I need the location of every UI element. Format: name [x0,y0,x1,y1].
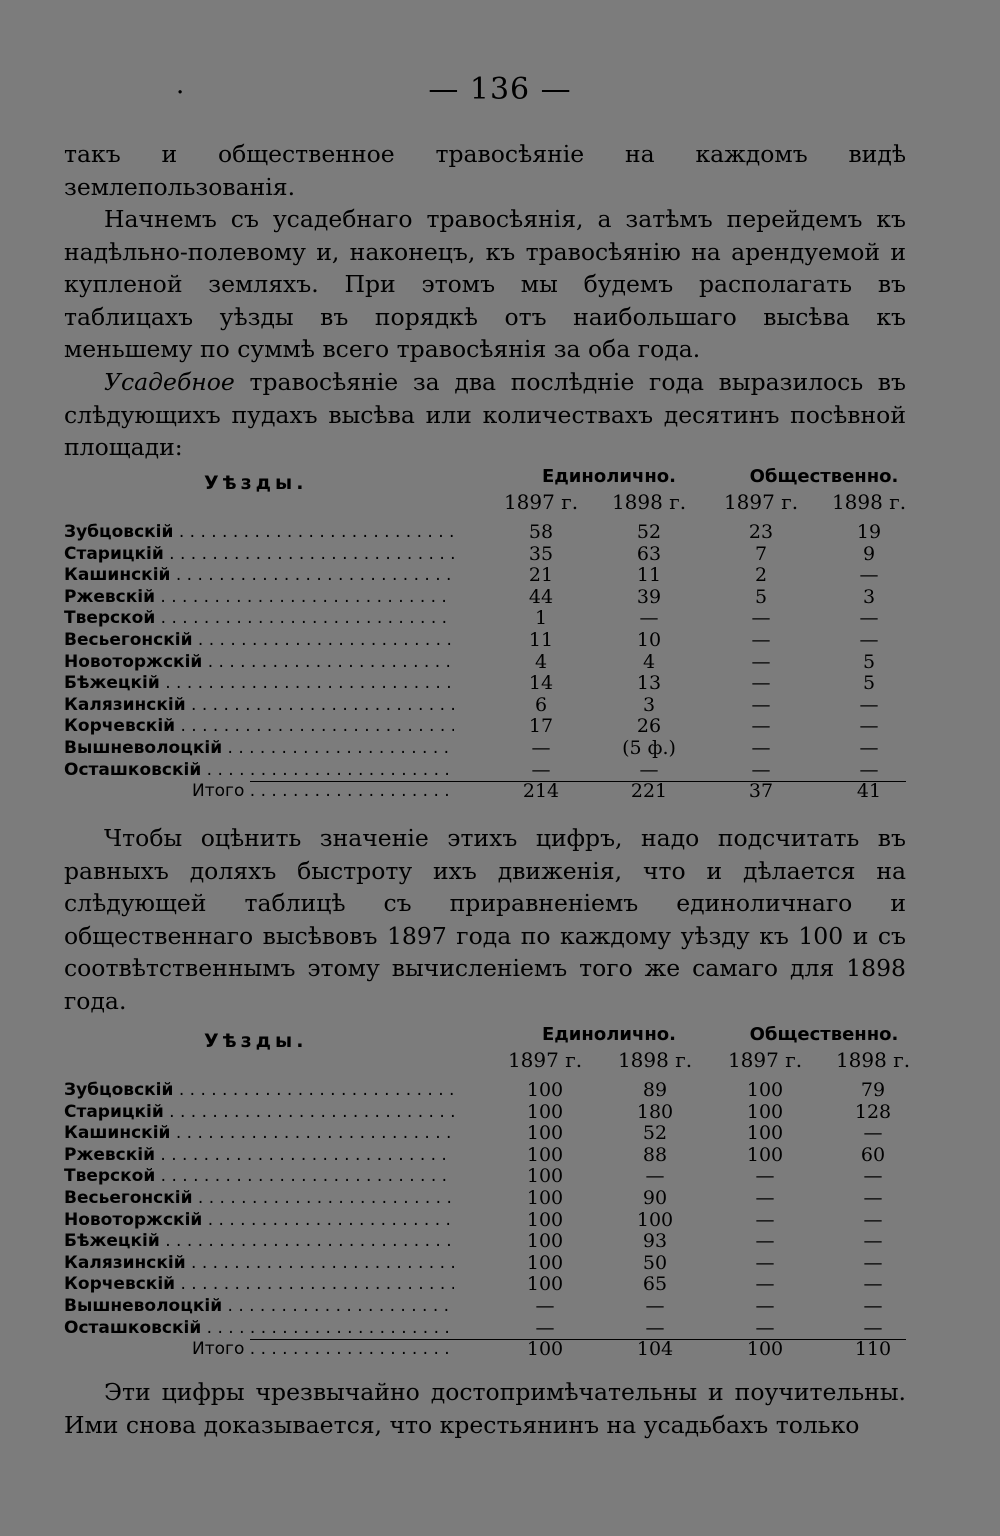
cell-value: 4 [642,650,656,673]
total-value: 104 [636,1338,674,1361]
cell-value: 100 [746,1100,784,1123]
cell-value: 3 [862,585,876,608]
uezd-name: Новоторжскій . . . [64,652,454,674]
table-row [64,1253,906,1275]
table-row [64,1166,906,1188]
table-row [64,1080,906,1102]
cell-value: 11 [636,564,662,587]
uezd-name: Тверской . . . [64,608,454,630]
uezd-name: Зубцовскій . . . [64,522,454,544]
table-row [64,1123,906,1145]
uezd-name: Старицкій . . . [64,544,454,566]
cell-value: — [531,736,551,759]
cell-value: — [755,1230,775,1253]
cell-value: — [751,672,771,695]
uezd-name: Бѣжецкій . . . [64,1231,454,1253]
uezd-name: Тверской . . . [64,1166,454,1188]
uezd-name: Бѣжецкій . . . [64,673,454,695]
cell-value: — [859,715,879,738]
cell-value: — [751,628,771,651]
uezd-name: Весьегонскій . . . [64,1188,454,1210]
cell-value: — [755,1251,775,1274]
cell-value: — [863,1316,883,1339]
uezd-name: Ржевскій . . . [64,1145,454,1167]
cell-value: 2 [754,564,768,587]
uezd-name: Старицкій . . . [64,1102,454,1124]
paragraph-3 [64,366,906,464]
cell-value: — [639,758,659,781]
cell-value: 13 [636,672,662,695]
table-2-header-uezdy: Уѣзды. [204,1030,308,1052]
cell-value: 11 [528,628,554,651]
cell-value: 100 [526,1165,564,1188]
cell-value: — [863,1186,883,1209]
table-1-header [64,466,906,522]
cell-value: 93 [642,1230,668,1253]
table-row [64,565,906,587]
cell-value: 100 [526,1079,564,1101]
table-2-header-individual: Единолично. [541,1024,677,1045]
cell-value: — [645,1316,665,1339]
table-row [64,522,906,544]
cell-value: — [751,607,771,630]
cell-value: — [645,1165,665,1188]
table-row [64,1102,906,1124]
uezd-name: Вышневолоцкій . . . [64,1296,454,1318]
paragraph-5-text: Эти цифры чрезвычайно достопримѣчательны и поучительны. Ими снова доказывается, что крестьянинъ на усадьбахъ только [64,1378,906,1439]
uezd-name: Кашинскій . . . [64,1123,454,1145]
table-row [64,1318,906,1340]
table-row [64,544,906,566]
uezd-name: Калязинскій . . . [64,1253,454,1275]
table-2-header-communal: Общественно. [749,1024,899,1045]
cell-value: 21 [528,564,554,587]
paragraph-1-text: такъ и общественное травосѣяніе на каждомъ видѣ землепользованія. [64,140,906,201]
cell-value: 5 [862,650,876,673]
cell-value: — [859,736,879,759]
table-row [64,587,906,609]
cell-value: 6 [534,693,548,716]
uezd-name: Корчевскій . . . [64,716,454,738]
cell-value: — [535,1316,555,1339]
cell-value: — [863,1273,883,1296]
table-row [64,1274,906,1296]
total-value: 214 [522,780,560,803]
cell-value: 19 [856,521,882,543]
total-value: 41 [856,780,882,803]
cell-value: — [859,693,879,716]
cell-value: — [751,758,771,781]
total-label: Итого . . . [192,1339,454,1361]
table-row [64,716,906,738]
paragraph-3-text [64,366,906,464]
cell-value: 5 [754,585,768,608]
cell-value: — [863,1122,883,1145]
cell-value: 100 [526,1100,564,1123]
cell-value: 79 [860,1079,886,1101]
cell-value: (5 ф.) [622,736,676,759]
cell-value: — [859,628,879,651]
cell-value: 26 [636,715,662,738]
total-label: Итого . . . [192,781,454,803]
cell-value: — [755,1165,775,1188]
cell-value: — [755,1316,775,1339]
cell-value: 44 [528,585,554,608]
cell-value: 100 [526,1251,564,1274]
table-row [64,695,906,717]
page-number: — 136 — [428,72,572,107]
cell-value: 14 [528,672,554,695]
cell-value: 1 [534,607,548,630]
cell-value: — [751,693,771,716]
table-1-header-communal: Общественно. [749,466,899,487]
total-value: 37 [748,780,774,803]
table-1-body [64,522,906,803]
cell-value: 100 [746,1079,784,1101]
cell-value: — [639,607,659,630]
uezd-name: Весьегонскій . . . [64,630,454,652]
cell-value: — [755,1273,775,1296]
paragraph-1 [64,138,906,203]
cell-value: 100 [526,1143,564,1166]
table-1-header-individual: Единолично. [541,466,677,487]
paragraph-4 [64,822,906,1018]
cell-value: — [751,715,771,738]
table-1 [64,466,906,803]
uezd-name: Корчевскій . . . [64,1274,454,1296]
table-total-row [64,781,906,803]
cell-value: — [863,1230,883,1253]
table-row [64,1231,906,1253]
cell-value: 65 [642,1273,668,1296]
cell-value: 100 [526,1273,564,1296]
table-row [64,1296,906,1318]
uezd-name: Осташковскій . . . [64,1318,454,1340]
cell-value: 60 [860,1143,886,1166]
total-value: 221 [630,780,668,803]
cell-value: 5 [862,672,876,695]
uezd-name: Вышневолоцкій . . . [64,738,454,760]
cell-value: — [755,1208,775,1231]
cell-value: 100 [636,1208,674,1231]
cell-value: 52 [642,1122,668,1145]
table-row [64,1210,906,1232]
paragraph-4-text: Чтобы оцѣнить значеніе этихъ цифръ, надо подсчитать въ равныхъ доляхъ быстроту ихъ движенія, что и дѣлается на слѣдующей таблицѣ съ приравненіемъ единоличнаго и общественнаго высѣвовъ 1897 года по каждому уѣзду къ 100 и съ соотвѣтственнымъ этому вычисленіемъ того же самаго для 1898 года. [64,824,906,1015]
table-2-header-com-1898: 1898 г. [835,1048,911,1072]
cell-value: — [751,650,771,673]
uezd-name: Калязинскій . . . [64,695,454,717]
table-row [64,652,906,674]
total-value: 100 [746,1338,784,1361]
cell-value: 100 [746,1122,784,1145]
table-row [64,673,906,695]
table-2-header-ind-1898: 1898 г. [617,1048,693,1072]
cell-value: 17 [528,715,554,738]
cell-value: — [863,1208,883,1231]
cell-value: — [751,736,771,759]
cell-value: 7 [754,542,768,565]
cell-value: — [863,1294,883,1317]
table-2-body [64,1080,906,1361]
cell-value: 100 [526,1186,564,1209]
paragraph-2-text: Начнемъ съ усадебнаго травосѣянія, а затѣмъ перейдемъ къ надѣльно-полевому и, наконецъ, къ травосѣянію на арендуемой и купленой земляхъ. При этомъ мы будемъ располагать въ таблицахъ уѣзды въ порядкѣ отъ наибольшаго высѣва къ меньшему по суммѣ всего травосѣянія за оба года. [64,205,906,364]
cell-value: 128 [854,1100,892,1123]
cell-value: — [859,607,879,630]
table-2 [64,1024,911,1361]
uezd-name: Ржевскій . . . [64,587,454,609]
cell-value: 10 [636,628,662,651]
table-1-header-ind-1897: 1897 г. [503,490,579,514]
table-1-header-uezdy: Уѣзды. [204,472,308,494]
cell-value: — [645,1294,665,1317]
table-2-header-com-1897: 1897 г. [727,1048,803,1072]
paragraph-3-italic: Усадебное [104,368,235,396]
cell-value: 58 [528,521,554,543]
paragraph-3-rest: травосѣяніе за два послѣдніе года выразилось въ слѣдующихъ пудахъ высѣва или количествахъ десятинъ посѣвной площади: [64,368,906,462]
cell-value: 3 [642,693,656,716]
cell-value: — [863,1251,883,1274]
table-row [64,760,906,782]
paragraph-5 [64,1376,906,1441]
cell-value: 90 [642,1186,668,1209]
cell-value: — [755,1186,775,1209]
uezd-name: Новоторжскій . . . [64,1210,454,1232]
cell-value: 89 [642,1079,668,1101]
margin-dot: · [176,78,185,108]
uezd-name: Осташковскій . . . [64,760,454,782]
cell-value: 88 [642,1143,668,1166]
total-value: 100 [526,1338,564,1361]
cell-value: — [863,1165,883,1188]
cell-value: 39 [636,585,662,608]
cell-value: 35 [528,542,554,565]
table-1-header-com-1897: 1897 г. [723,490,799,514]
table-2-header-ind-1897: 1897 г. [507,1048,583,1072]
cell-value: 100 [526,1122,564,1145]
cell-value: — [859,758,879,781]
paragraph-2 [64,203,906,366]
cell-value: 52 [636,521,662,543]
table-row [64,1145,906,1167]
uezd-name: Кашинскій . . . [64,565,454,587]
cell-value: 63 [636,542,662,565]
cell-value: — [535,1294,555,1317]
cell-value: 4 [534,650,548,673]
cell-value: — [531,758,551,781]
table-row [64,1188,906,1210]
table-1-header-ind-1898: 1898 г. [611,490,687,514]
cell-value: 180 [636,1100,674,1123]
table-row [64,608,906,630]
cell-value: — [755,1294,775,1317]
table-total-row [64,1339,906,1361]
cell-value: 100 [526,1208,564,1231]
table-row [64,738,906,760]
uezd-name: Зубцовскій . . . [64,1080,454,1102]
cell-value: 100 [746,1143,784,1166]
cell-value: 23 [748,521,774,543]
table-row [64,630,906,652]
cell-value: 9 [862,542,876,565]
cell-value: 50 [642,1251,668,1274]
cell-value: 100 [526,1230,564,1253]
table-2-header [64,1024,911,1080]
total-value: 110 [854,1338,892,1361]
cell-value: — [859,564,879,587]
table-1-header-com-1898: 1898 г. [831,490,907,514]
